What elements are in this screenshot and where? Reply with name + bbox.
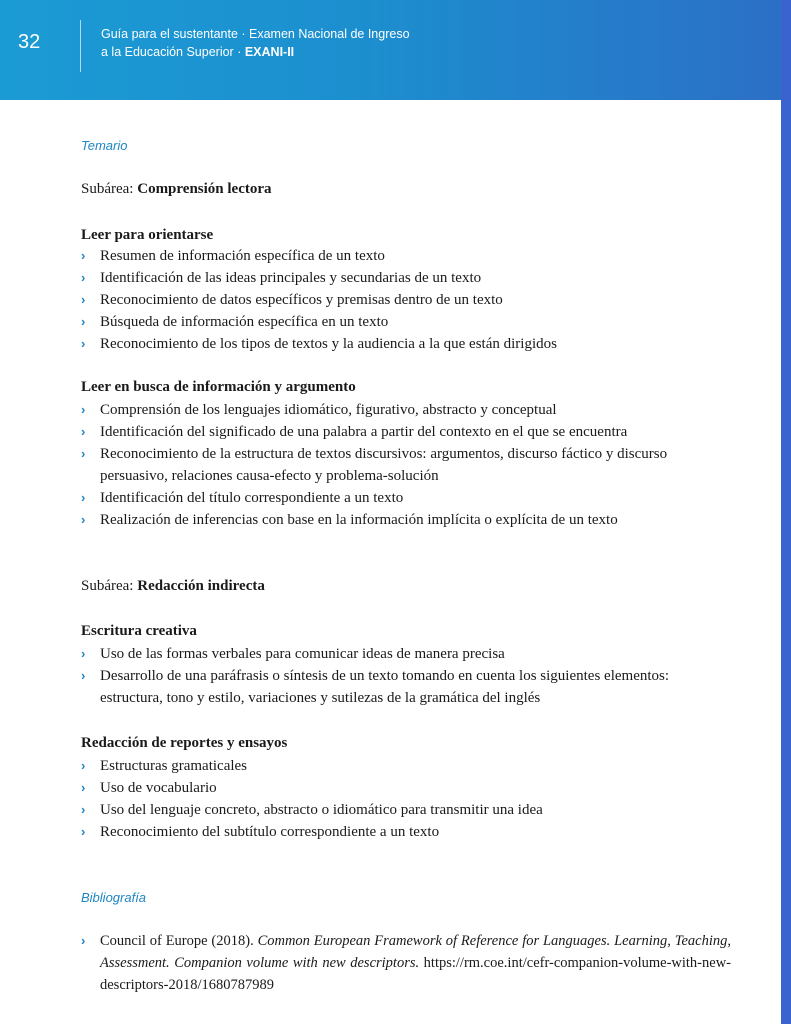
bib-title: Common European Framework of Reference for Languages. Learning, Teaching, Assessment. Companion volume with new descriptors. [100, 933, 731, 971]
list-item: › Reconocimiento de la estructura de textos discursivos: argumentos, discurso fáctico y discurso persuasivo, relaciones causa-efecto y problema-solución [81, 443, 731, 487]
topic-list [81, 643, 731, 709]
list-item: › Estructuras gramaticales [81, 755, 731, 777]
list-item: › Realización de inferencias con base en la información implícita o explícita de un texto [81, 509, 731, 531]
exam-name: EXANI-II [244, 45, 295, 59]
chevron-right-icon: › [81, 824, 86, 839]
bibliografia-label: Bibliografía [81, 890, 147, 905]
topic-list [81, 245, 731, 355]
header-title-line2 [101, 43, 410, 61]
list-item: › Uso del lenguaje concreto, abstracto o idiomático para transmitir una idea [81, 799, 731, 821]
chevron-right-icon: › [81, 512, 86, 527]
list-item: › Búsqueda de información específica en un texto [81, 311, 731, 333]
side-accent-bar [781, 0, 791, 1024]
subarea-name: Comprensión lectora [137, 181, 272, 197]
page-header [0, 0, 791, 100]
bibliography-entry [81, 930, 731, 996]
bib-author: Council of Europe (2018). [100, 933, 258, 949]
chevron-right-icon: › [81, 446, 86, 461]
list-item: › Reconocimiento del subtítulo correspondiente a un texto [81, 821, 731, 843]
header-title-line1: Guía para el sustentante · Examen Nacional de Ingreso [101, 27, 410, 41]
header-title-prefix: a la Educación Superior · [101, 45, 245, 59]
chevron-right-icon: › [81, 248, 86, 263]
bibliography-list [81, 930, 731, 996]
topic-list [81, 755, 731, 843]
chevron-right-icon: › [81, 780, 86, 795]
temario-label: Temario [81, 138, 128, 153]
subarea-title [81, 578, 265, 595]
page-number: 32 [18, 31, 41, 53]
list-item: › Reconocimiento de los tipos de textos y la audiencia a la que están dirigidos [81, 333, 731, 355]
list-item: › Identificación del significado de una palabra a partir del contexto en el que se encuentra [81, 421, 731, 443]
chevron-right-icon: › [81, 802, 86, 817]
group-heading: Leer en busca de información y argumento [81, 379, 356, 395]
subarea-prefix: Subárea: [81, 181, 138, 197]
list-item: › Reconocimiento de datos específicos y premisas dentro de un texto [81, 289, 731, 311]
group-heading: Redacción de reportes y ensayos [81, 735, 288, 751]
chevron-right-icon: › [81, 270, 86, 285]
header-title [101, 25, 410, 61]
chevron-right-icon: › [81, 758, 86, 773]
group-heading: Escritura creativa [81, 623, 197, 639]
header-divider [80, 20, 81, 72]
subarea-title [81, 181, 272, 198]
chevron-right-icon: › [81, 646, 86, 661]
chevron-right-icon: › [81, 292, 86, 307]
chevron-right-icon: › [81, 424, 86, 439]
list-item: › Uso de vocabulario [81, 777, 731, 799]
chevron-right-icon: › [81, 314, 86, 329]
list-item: › Identificación de las ideas principales y secundarias de un texto [81, 267, 731, 289]
list-item: › Desarrollo de una paráfrasis o síntesis de un texto tomando en cuenta los siguientes elementos: estructura, tono y estilo, variaciones y sutilezas de la gramática del inglés [81, 665, 731, 709]
chevron-right-icon: › [81, 402, 86, 417]
subarea-name: Redacción indirecta [137, 578, 265, 594]
bib-url[interactable]: https://rm.coe.int/cefr-companion-volume-with-new-descriptors-2018/1680787989 [100, 955, 732, 993]
chevron-right-icon: › [81, 490, 86, 505]
list-item: › Identificación del título correspondiente a un texto [81, 487, 731, 509]
group-heading: Leer para orientarse [81, 227, 214, 243]
chevron-right-icon: › [81, 336, 86, 351]
list-item: › Comprensión de los lenguajes idiomático, figurativo, abstracto y conceptual [81, 399, 731, 421]
chevron-right-icon: › [81, 668, 86, 683]
list-item: › Uso de las formas verbales para comunicar ideas de manera precisa [81, 643, 731, 665]
topic-list [81, 399, 731, 531]
list-item: › Resumen de información específica de un texto [81, 245, 731, 267]
chevron-right-icon: › [81, 933, 86, 948]
subarea-prefix: Subárea: [81, 578, 138, 594]
